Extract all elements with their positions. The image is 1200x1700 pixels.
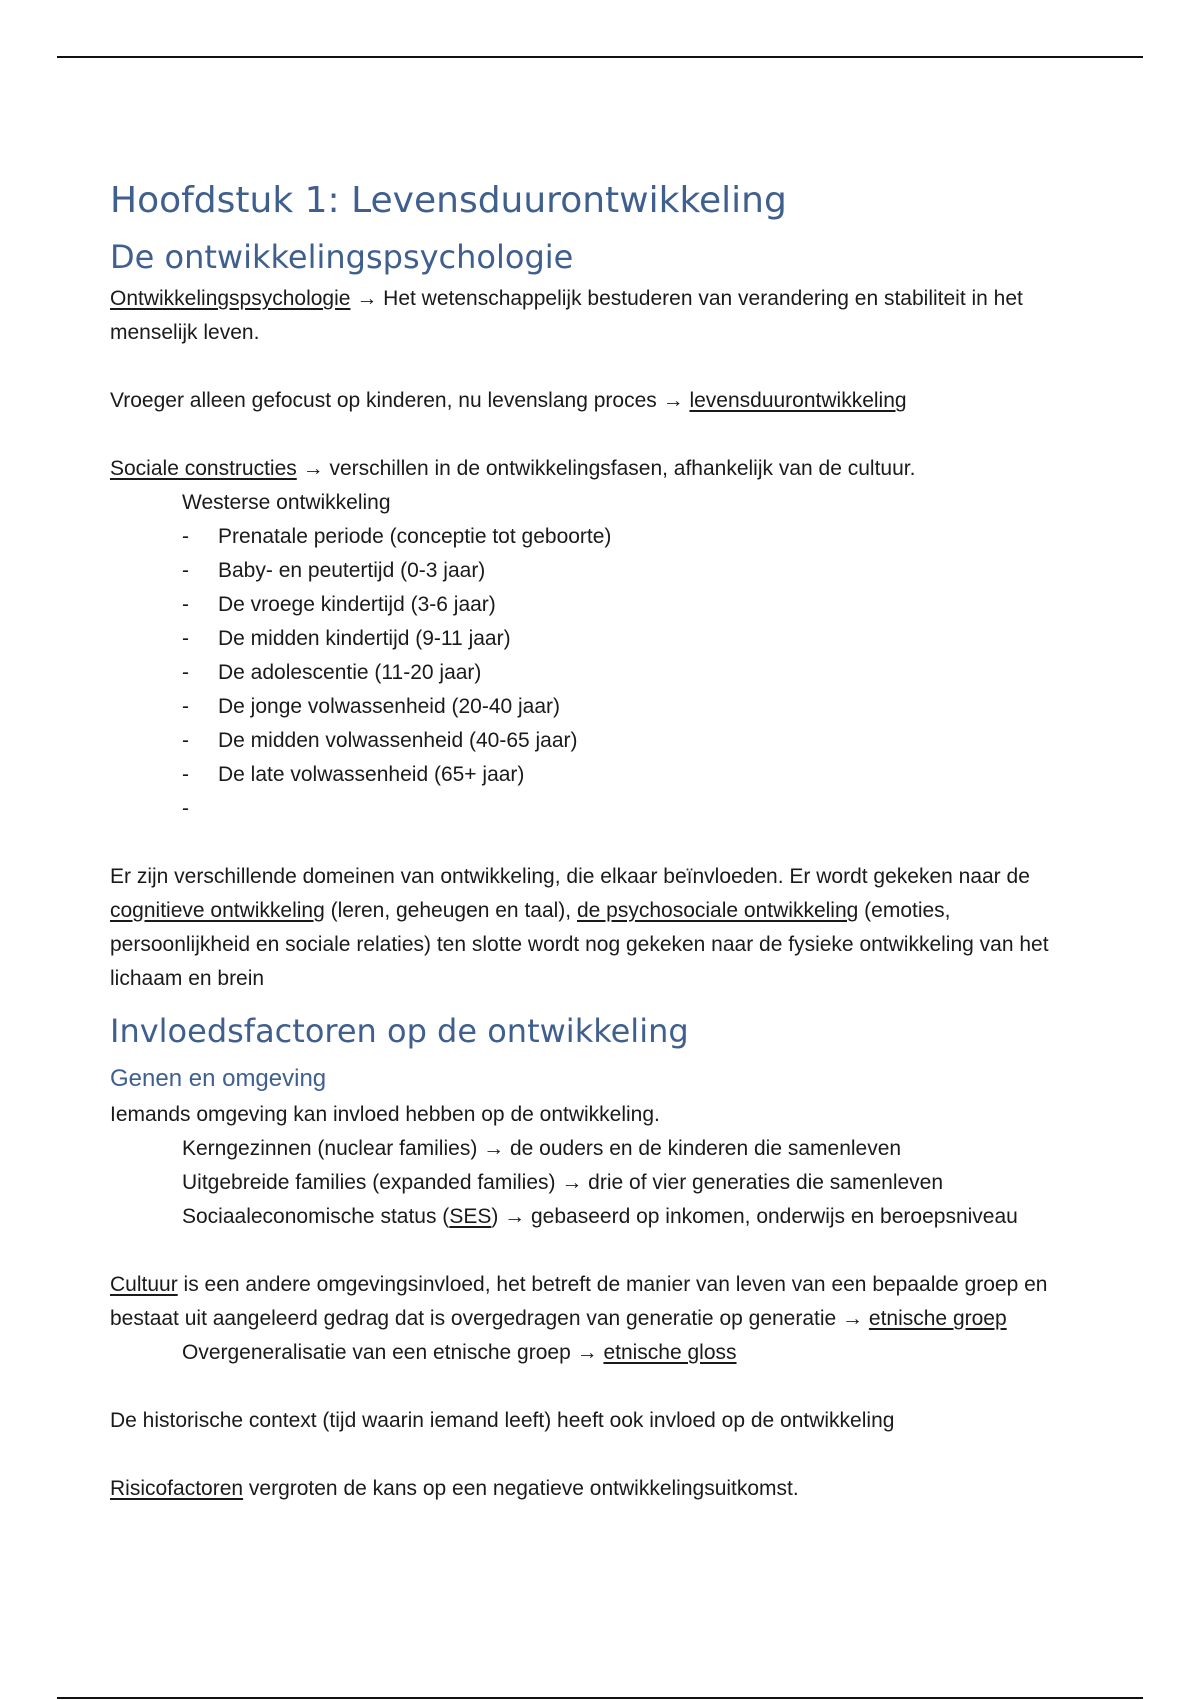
list-item: - Prenatale periode (conceptie tot geboorte) xyxy=(182,520,1090,554)
term-sociale-constructies: Sociale constructies xyxy=(110,457,297,480)
paragraph-definition xyxy=(110,282,1090,350)
list-item: - De jonge volwassenheid (20-40 jaar) xyxy=(182,690,1090,724)
term-ses: SES xyxy=(449,1205,492,1228)
paragraph-cultuur xyxy=(110,1268,1090,1336)
arrow-icon: → xyxy=(356,287,378,310)
section-heading-ontwikkelingspsychologie: De ontwikkelingspsychologie xyxy=(110,238,574,276)
arrow-icon: → xyxy=(483,1137,505,1160)
arrow-icon: → xyxy=(576,1341,598,1364)
footer-rule xyxy=(57,1697,1143,1699)
arrow-icon: → xyxy=(302,457,324,480)
paragraph-historische-context: De historische context (tijd waarin iemand leeft) heeft ook invloed op de ontwikkeling xyxy=(110,1409,895,1432)
item-kerngezinnen xyxy=(110,1132,1090,1166)
subheading-genen-omgeving: Genen en omgeving xyxy=(110,1065,327,1092)
list-item: - De adolescentie (11-20 jaar) xyxy=(182,656,1090,690)
item-etnische-gloss xyxy=(110,1336,1090,1370)
paragraph-text: (emoties, persoonlijkheid en sociale relaties) ten slotte wordt nog gekeken naar de fysieke ontwikkeling van het lichaam en brein xyxy=(110,899,1049,990)
term-risicofactoren: Risicofactoren xyxy=(110,1477,244,1500)
term-cognitieve-ontwikkeling: cognitieve ontwikkeling xyxy=(110,899,325,922)
section-heading-invloedsfactoren: Invloedsfactoren op de ontwikkeling xyxy=(110,1012,689,1050)
term-levensduurontwikkeling: levensduurontwikkeling xyxy=(689,389,907,412)
arrow-icon: → xyxy=(842,1307,864,1330)
development-phases-list xyxy=(110,520,1090,826)
paragraph-risicofactoren xyxy=(110,1472,1090,1506)
term-etnische-gloss: etnische gloss xyxy=(603,1341,737,1364)
term-cultuur: Cultuur xyxy=(110,1273,178,1296)
list-item: - Baby- en peutertijd (0-3 jaar) xyxy=(182,554,1090,588)
item-text: Kerngezinnen (nuclear families) xyxy=(182,1137,484,1160)
paragraph-domeinen xyxy=(110,860,1090,996)
item-uitgebreide-families xyxy=(110,1166,1090,1200)
paragraph-text: is een andere omgevingsinvloed, het betreft de manier van leven van een bepaalde groep en bestaat uit aangeleerd gedrag dat is overgedragen van generatie op generatie xyxy=(110,1273,1048,1330)
term-etnische-groep: etnische groep xyxy=(868,1307,1007,1330)
item-text: Overgeneralisatie van een etnische groep xyxy=(182,1341,577,1364)
item-text: Sociaaleconomische status ( xyxy=(182,1205,450,1228)
term-ontwikkelingspsychologie: Ontwikkelingspsychologie xyxy=(110,287,351,310)
term-psychosociale-ontwikkeling: de psychosociale ontwikkeling xyxy=(576,899,859,922)
paragraph-text: vergroten de kans op een negatieve ontwikkelingsuitkomst. xyxy=(243,1477,799,1500)
arrow-icon: → xyxy=(662,389,684,412)
list-item xyxy=(182,792,1090,826)
paragraph-text: Vroeger alleen gefocust op kinderen, nu levenslang proces xyxy=(110,389,663,412)
definition-text: Het wetenschappelijk bestuderen van verandering en stabiliteit in het menselijk leven. xyxy=(110,287,1023,344)
item-text: ) xyxy=(491,1205,505,1228)
paragraph-omgeving: Iemands omgeving kan invloed hebben op de ontwikkeling. xyxy=(110,1103,660,1126)
list-item: - De late volwassenheid (65+ jaar) xyxy=(182,758,1090,792)
item-text: de ouders en de kinderen die samenleven xyxy=(504,1137,902,1160)
item-text: gebaseerd op inkomen, onderwijs en beroepsniveau xyxy=(525,1205,1018,1228)
arrow-icon: → xyxy=(561,1171,583,1194)
document-body xyxy=(110,170,1090,1506)
item-text: drie of vier generaties die samenleven xyxy=(582,1171,944,1194)
item-text: Uitgebreide families (expanded families) xyxy=(182,1171,562,1194)
header-rule xyxy=(57,56,1143,58)
list-item: - De midden volwassenheid (40-65 jaar) xyxy=(182,724,1090,758)
paragraph-levensduur xyxy=(110,384,1090,418)
chapter-title: Hoofdstuk 1: Levensduurontwikkeling xyxy=(110,180,787,221)
list-item: - De midden kindertijd (9-11 jaar) xyxy=(182,622,1090,656)
arrow-icon: → xyxy=(504,1205,526,1228)
paragraph-text: verschillen in de ontwikkelingsfasen, afhankelijk van de cultuur. xyxy=(323,457,916,480)
paragraph-text: Er zijn verschillende domeinen van ontwikkeling, die elkaar beïnvloeden. Er wordt gekeken naar de xyxy=(110,865,1030,888)
item-ses xyxy=(110,1200,1090,1234)
paragraph-sociale-constructies xyxy=(110,452,1090,486)
paragraph-text: (leren, geheugen en taal), xyxy=(324,899,577,922)
list-title: Westerse ontwikkeling xyxy=(182,491,391,514)
list-item: - De vroege kindertijd (3-6 jaar) xyxy=(182,588,1090,622)
